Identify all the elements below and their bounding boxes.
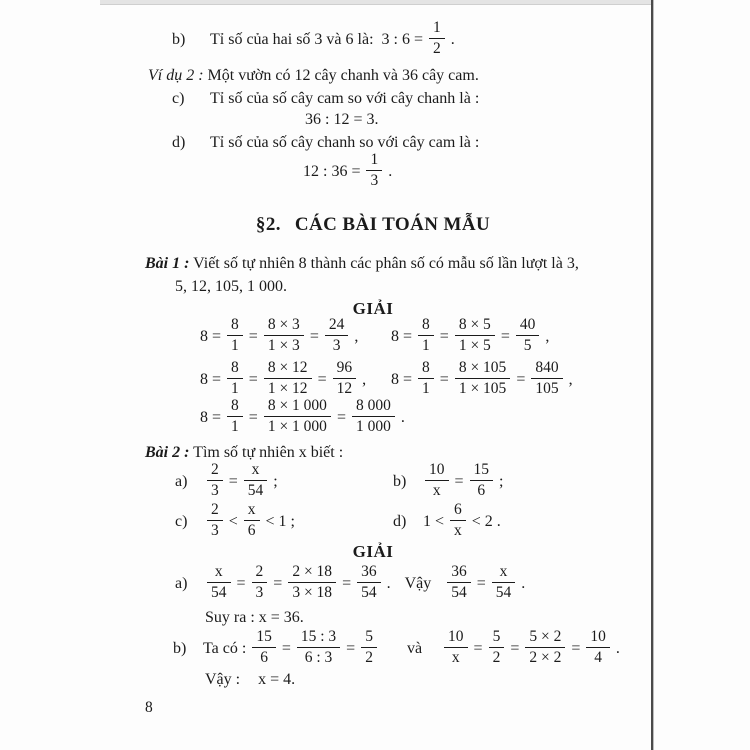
equation-text: =	[469, 639, 487, 657]
equation-text: ,	[358, 370, 367, 388]
equation-text: =	[332, 408, 350, 426]
fraction: $\frac{8 \times 3}{1 \times 3}$	[264, 316, 304, 355]
fraction: $\frac{5}{2}$	[489, 628, 505, 667]
solution-a-label: a)	[175, 574, 188, 592]
equation-text: < 2 .	[467, 512, 501, 530]
fraction: $\frac{8}{1}$	[418, 316, 434, 355]
fraction: $\frac{24}{3}$	[325, 316, 349, 355]
item-b-text: Tỉ số của hai số 3 và 6 là:	[210, 30, 382, 48]
exercise-2-item-b	[393, 462, 503, 502]
fraction: $\frac{36}{54}$	[357, 563, 381, 602]
equation-text: .	[384, 162, 393, 180]
fraction: $\frac{96}{12}$	[333, 359, 357, 398]
example-2-label: Ví dụ 2 :	[148, 67, 204, 84]
fraction: $\frac{15}{6}$	[470, 461, 494, 500]
fraction: $\frac{5}{2}$	[361, 628, 377, 667]
equation-text: 8 =	[391, 370, 417, 388]
example-2-line	[148, 66, 479, 87]
exercise-1-text: Viết số tự nhiên 8 thành các phân số có mẫu số lần lượt là 3,	[189, 255, 579, 272]
equation-text: 8 =	[200, 370, 226, 388]
equation-text: .	[517, 574, 526, 592]
equation-text: .	[611, 639, 620, 657]
equation-text: 8 =	[200, 327, 226, 345]
equation-text: =	[244, 408, 262, 426]
exercise-2-item-d	[393, 502, 501, 542]
item-c-text: Tỉ số của số cây cam so với cây chanh là :	[210, 90, 480, 107]
equation-text: .	[446, 30, 455, 48]
fraction: $\frac{8 000}{1 000}$	[352, 397, 395, 436]
equation-text: =	[512, 370, 530, 388]
equation-text: =	[567, 639, 585, 657]
solution-a-line	[175, 563, 525, 605]
item-b2-equation	[423, 460, 504, 502]
section-title: CÁC BÀI TOÁN MẪU	[294, 214, 491, 235]
fraction: $\frac{36}{54}$	[447, 563, 471, 602]
fraction: $\frac{8}{1}$	[418, 359, 434, 398]
fraction: $\frac{8 \times 1 000}{1 \times 1 000}$	[264, 397, 331, 436]
equation-text: ;	[495, 472, 504, 490]
section-heading	[0, 213, 746, 238]
fraction: $\frac{2}{3}$	[207, 461, 223, 500]
equation-text: <	[224, 512, 242, 530]
fraction: $\frac{15 : 3}{6 : 3}$	[297, 628, 340, 667]
equation-text: =	[435, 370, 453, 388]
solution-b-conclusion-label: Vậy :	[205, 671, 241, 688]
solution-b-intro: Ta có :	[203, 639, 251, 657]
equation-text: =	[472, 574, 490, 592]
solution-b-line	[173, 628, 620, 670]
fraction: $\frac{1}{2}$	[429, 19, 445, 58]
item-b2-label: b)	[393, 472, 407, 490]
scan-page-fold-line	[651, 0, 653, 750]
item-c2-label: c)	[175, 512, 188, 530]
fraction: $\frac{840}{105}$	[531, 359, 562, 398]
fraction: $\frac{5 \times 2}{2 \times 2}$	[525, 628, 565, 667]
equation-text: =	[224, 472, 242, 490]
solution-b-eq1	[250, 627, 379, 669]
equation-text: ;	[269, 472, 278, 490]
equation-text: =	[244, 327, 262, 345]
section-number: §2.	[255, 214, 281, 235]
exercise-1-label: Bài 1 :	[145, 255, 190, 272]
exercise-1-eq-r2c2	[391, 359, 573, 401]
equation-text: =	[506, 639, 524, 657]
solution-b-conclusion-value: x = 4.	[258, 671, 296, 688]
exercise-2-item-c	[175, 502, 295, 542]
fraction: $\frac{8}{1}$	[227, 359, 243, 398]
exercise-2-text: Tìm số tự nhiên x biết :	[189, 444, 344, 461]
solution-heading-2: GIẢI	[352, 542, 394, 561]
page-number: 8	[145, 699, 153, 716]
fraction: $\frac{10}{4}$	[586, 628, 610, 667]
equation-text: =	[277, 639, 295, 657]
item-d-line	[172, 133, 479, 154]
equation-text: .	[396, 408, 405, 426]
item-d2-label: d)	[393, 512, 407, 530]
fraction: $\frac{8}{1}$	[227, 316, 243, 355]
fraction: $\frac{8 \times 5}{1 \times 5}$	[455, 316, 495, 355]
equation-text: =	[496, 327, 514, 345]
exercise-1-statement-line2: 5, 12, 105, 1 000.	[175, 278, 287, 295]
solution-heading-1: GIẢI	[352, 299, 394, 318]
equation-text: ,	[350, 327, 359, 345]
item-c2-equation	[205, 500, 295, 542]
exercise-2-item-a	[175, 462, 278, 502]
fraction: $\frac{2}{3}$	[252, 563, 268, 602]
equation-text: =	[313, 370, 331, 388]
exercise-2-label: Bài 2 :	[145, 444, 190, 461]
fraction: $\frac{8 \times 12}{1 \times 12}$	[264, 359, 312, 398]
fraction: $\frac{40}{5}$	[516, 316, 540, 355]
fraction: $\frac{2 \times 18}{3 \times 18}$	[288, 563, 336, 602]
equation-text: 8 =	[200, 408, 226, 426]
solution-a-conclusion: Suy ra : x = 36.	[205, 609, 304, 626]
solution-b-connector: và	[406, 639, 423, 657]
equation-text: 8 =	[391, 327, 417, 345]
scan-page-top-edge	[100, 0, 654, 5]
item-d-text: Tỉ số của số cây chanh so với cây cam là :	[210, 134, 480, 151]
item-b-line	[172, 20, 455, 60]
fraction: $\frac{x}{54}$	[207, 563, 231, 602]
solution-b-label: b)	[173, 639, 187, 657]
equation-text: =	[305, 327, 323, 345]
item-b-label: b)	[172, 30, 186, 48]
item-c-line	[172, 89, 479, 110]
solution-a-connector: Vậy	[404, 574, 432, 592]
item-c-equation: 36 : 12 = 3.	[305, 111, 379, 128]
item-b-equation	[381, 18, 455, 60]
fraction: $\frac{8 \times 105}{1 \times 105}$	[455, 359, 511, 398]
exercise-1-eq-r1c1	[200, 316, 358, 358]
fraction: $\frac{15}{6}$	[252, 628, 276, 667]
exercise-1-eq-r3c1	[200, 397, 405, 439]
exercise-1-statement	[145, 254, 579, 275]
equation-text: =	[269, 574, 287, 592]
equation-text: ,	[564, 370, 573, 388]
item-a-equation	[205, 460, 278, 502]
fraction: $\frac{10}{x}$	[425, 461, 449, 500]
fraction: $\frac{x}{54}$	[492, 563, 516, 602]
fraction: $\frac{x}{54}$	[244, 461, 268, 500]
equation-text: ,	[541, 327, 550, 345]
fraction: $\frac{10}{x}$	[444, 628, 468, 667]
equation-text: =	[232, 574, 250, 592]
item-d-equation	[303, 152, 392, 192]
equation-text: =	[450, 472, 468, 490]
fraction: $\frac{8}{1}$	[227, 397, 243, 436]
equation-text: < 1 ;	[261, 512, 295, 530]
solution-b-eq2	[442, 627, 620, 669]
fraction: $\frac{2}{3}$	[207, 501, 223, 540]
fraction: $\frac{x}{6}$	[244, 501, 260, 540]
equation-text: 3 : 6 =	[381, 30, 427, 48]
equation-text: =	[338, 574, 356, 592]
equation-text: =	[435, 327, 453, 345]
equation-text: .	[382, 574, 391, 592]
equation-text: 12 : 36 =	[303, 162, 365, 180]
exercise-1-eq-r2c1	[200, 359, 366, 401]
solution-b-conclusion	[205, 670, 295, 691]
item-d-label: d)	[172, 134, 186, 151]
exercise-1-eq-r1c2	[391, 316, 549, 358]
fraction: $\frac{6}{x}$	[450, 501, 466, 540]
equation-text: 1 <	[423, 512, 449, 530]
example-2-text: Một vườn có 12 cây chanh và 36 cây cam.	[203, 67, 479, 84]
solution-a-eq1	[205, 562, 391, 604]
equation-text: =	[342, 639, 360, 657]
item-d2-equation	[423, 500, 501, 542]
equation-text: =	[244, 370, 262, 388]
solution-a-eq2	[445, 562, 526, 604]
item-c-label: c)	[172, 90, 185, 107]
fraction: $\frac{1}{3}$	[366, 151, 382, 190]
item-a-label: a)	[175, 472, 188, 490]
